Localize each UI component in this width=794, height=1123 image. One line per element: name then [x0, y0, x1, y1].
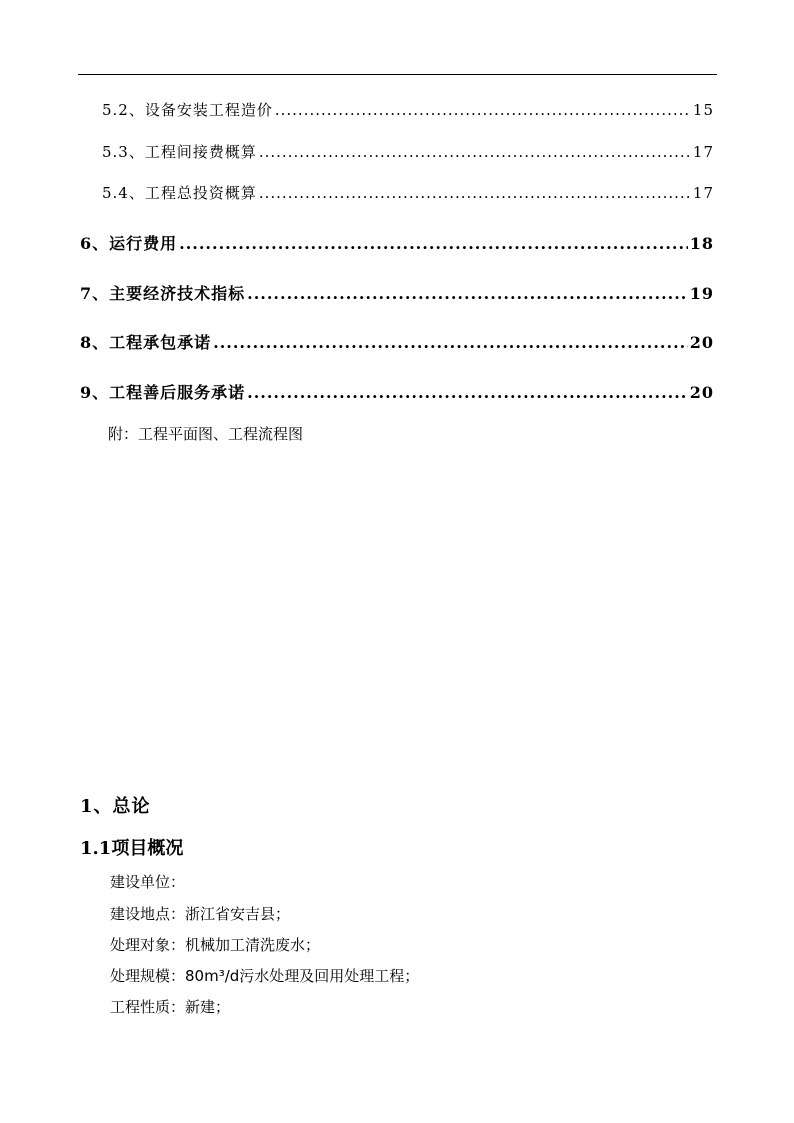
toc-dot-leader: [275, 101, 691, 119]
toc-appendix-note: 附：工程平面图、工程流程图: [108, 425, 304, 443]
toc-page-number: 18: [689, 234, 714, 253]
toc-page-number: 20: [689, 333, 714, 352]
toc-dot-leader: [213, 333, 688, 352]
toc-entry-label: 9、工程善后服务承诺: [80, 383, 246, 402]
toc-page-number: 17: [692, 184, 714, 202]
toc-dot-leader: [247, 284, 688, 303]
section-title: 1、总论: [80, 796, 151, 817]
info-line-location: 建设地点：浙江省安吉县；: [110, 905, 291, 923]
toc-entry-label: 8、工程承包承诺: [80, 333, 212, 352]
info-line-scale: 处理规模：80m³/d污水处理及回用处理工程；: [110, 967, 420, 985]
subsection-title: 1.1项目概况: [80, 838, 184, 859]
toc-page-number: 20: [689, 383, 714, 402]
header-rule: [78, 74, 717, 75]
toc-entry-5-4[interactable]: [102, 182, 714, 203]
toc-entry-5-3[interactable]: [102, 141, 714, 162]
toc-entry-label: 5.2、设备安装工程造价: [102, 101, 273, 119]
info-line-nature: 工程性质：新建；: [110, 998, 231, 1016]
toc-dot-leader: [247, 383, 688, 402]
toc-dot-leader: [259, 143, 691, 161]
toc-entry-label: 5.4、工程总投资概算: [102, 184, 257, 202]
toc-entry-9[interactable]: [80, 380, 714, 403]
toc-entry-label: 5.3、工程间接费概算: [102, 143, 257, 161]
toc-page-number: 15: [692, 101, 714, 119]
info-line-target: 处理对象：机械加工清洗废水；: [110, 936, 321, 954]
toc-page-number: 19: [689, 284, 714, 303]
toc-dot-leader: [259, 184, 691, 202]
toc-entry-7[interactable]: [80, 281, 714, 304]
toc-dot-leader: [179, 234, 688, 253]
toc-entry-5-2[interactable]: [102, 99, 714, 120]
toc-entry-label: 7、主要经济技术指标: [80, 284, 246, 303]
toc-entry-8[interactable]: [80, 330, 714, 353]
toc-entry-6[interactable]: [80, 231, 714, 254]
toc-page-number: 17: [692, 143, 714, 161]
toc-entry-label: 6、运行费用: [80, 234, 178, 253]
info-line-builder: 建设单位：: [110, 873, 186, 891]
